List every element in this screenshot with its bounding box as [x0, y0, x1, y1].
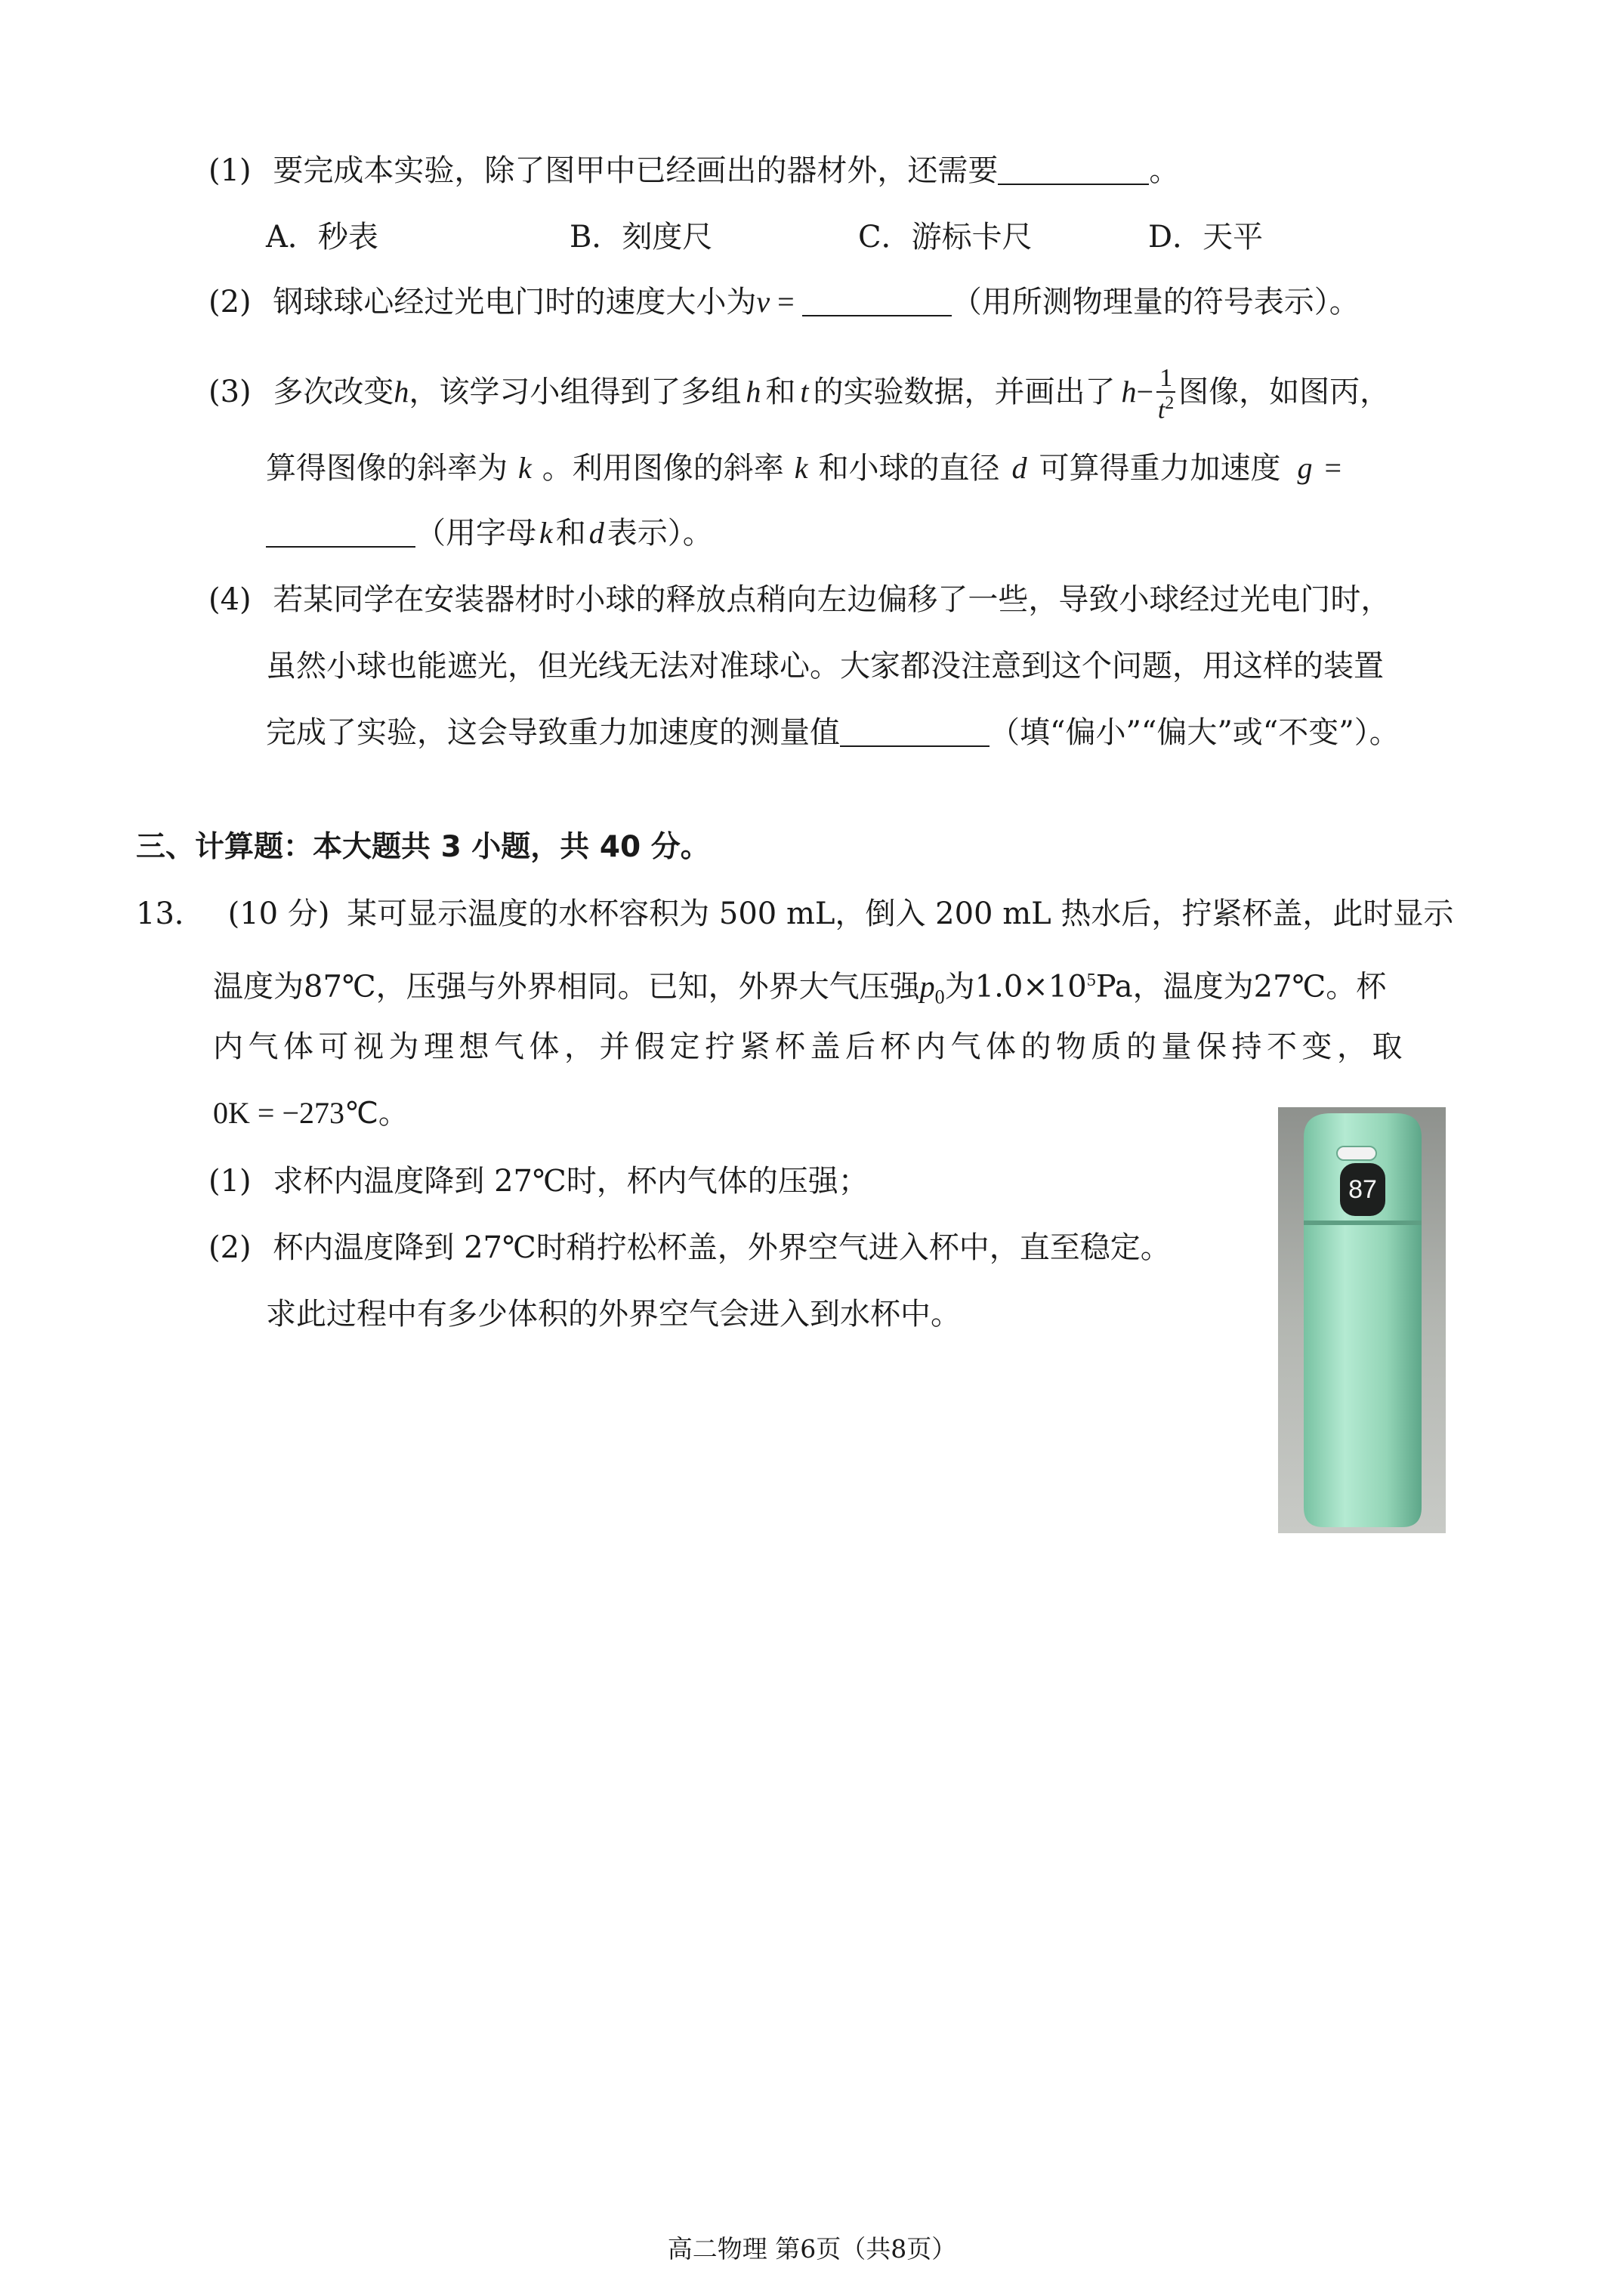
var-p-subscript: 0	[934, 986, 945, 1008]
q12-part2-blank[interactable]	[802, 286, 952, 316]
q12-part3-text-a: 多次改变	[273, 375, 394, 410]
q12-part4-line3	[266, 714, 1400, 751]
choice-a-letter: A．	[266, 220, 318, 255]
q12-part3-line1	[208, 366, 1390, 423]
q12-part3-line2-b: 。利用图像的斜率	[542, 451, 784, 486]
minus-sign: −	[1136, 375, 1154, 409]
choice-d	[1148, 219, 1263, 255]
q13-sub2-text: 杯内温度降到 27℃时稍拧松杯盖，外界空气进入杯中，直至稳定。	[273, 1230, 1171, 1265]
choice-c-text: 游标卡尺	[911, 220, 1033, 255]
choice-b-text: 刻度尺	[622, 220, 713, 255]
q13-text-line2-b: 为1.0×10	[944, 969, 1087, 1005]
temperature-display: 87	[1348, 1175, 1377, 1204]
q12-part4-blank[interactable]	[840, 717, 990, 747]
q12-part3-blank[interactable]	[266, 517, 415, 548]
q13-text-line2-c: Pa，温度为27℃。杯	[1095, 969, 1387, 1005]
var-k: k	[794, 451, 808, 485]
choice-a	[266, 219, 378, 255]
q12-part3-line2-d: 可算得重力加速度	[1039, 451, 1281, 486]
q13-sub1-number: (1)	[208, 1164, 252, 1199]
section-heading: 三、计算题：本大题共 3 小题，共 40 分。	[136, 830, 710, 864]
var-k: k	[539, 516, 553, 550]
q13-sub1	[208, 1163, 869, 1199]
choice-d-text: 天平	[1203, 220, 1264, 255]
choice-c-letter: C．	[858, 220, 912, 255]
fraction-numerator: 1	[1156, 366, 1175, 393]
equals-sign: =	[1324, 451, 1342, 485]
cup-lid-seam	[1304, 1221, 1422, 1225]
q13-line1	[136, 896, 1453, 932]
q12-part4-line3-a: 完成了实验，这会导致重力加速度的测量值	[266, 715, 840, 750]
q12-part3-text-c: 和	[765, 375, 796, 410]
exponent: 5	[1086, 971, 1096, 990]
q12-part3-line3	[266, 515, 713, 551]
choice-b-letter: B．	[570, 220, 622, 255]
q12-part2-var: v	[756, 285, 770, 319]
q12-part2-text: 钢球球心经过光电门时的速度大小为	[273, 285, 757, 319]
fraction-denominator-t: t	[1157, 396, 1166, 424]
var-g: g	[1297, 451, 1313, 485]
cup-body	[1304, 1225, 1422, 1527]
var-d: d	[588, 516, 604, 550]
q12-part2-number: (2)	[208, 285, 252, 319]
q13-text-line2-a: 温度为87℃，压强与外界相同。已知，外界大气压强	[213, 969, 920, 1005]
var-k: k	[518, 451, 532, 485]
q12-part3-line2	[266, 450, 1341, 486]
q13-sub2-line2: 求此过程中有多少体积的外界空气会进入到水杯中。	[266, 1297, 961, 1332]
q12-part4-line3-b: （填“偏小”“偏大”或“不变”）。	[990, 715, 1400, 750]
q13-score: (10 分)	[227, 897, 330, 931]
var-p: p	[919, 969, 935, 1004]
var-t: t	[800, 375, 809, 409]
q12-part3-line2-c: 和小球的直径	[818, 451, 1000, 486]
choice-a-text: 秒表	[317, 220, 378, 255]
q13-line4: 0K = −273℃。	[213, 1096, 409, 1130]
q12-part3-line2-a: 算得图像的斜率为	[266, 451, 508, 486]
q13-sub2	[208, 1230, 1171, 1266]
q13-text-line1: 某可显示温度的水杯容积为 500 mL，倒入 200 mL 热水后，拧紧杯盖，此时显示	[347, 897, 1454, 931]
q13-sub2-number: (2)	[208, 1230, 252, 1265]
q12-part3-line3-b: 和	[555, 516, 586, 551]
q13-number: 13．	[136, 897, 205, 931]
q13-line3: 内气体可视为理想气体，并假定拧紧杯盖后杯内气体的物质的量保持不变，取	[213, 1029, 1407, 1064]
fraction-one-over-t-squared	[1156, 366, 1175, 423]
q12-part3-text-b: ，该学习小组得到了多组	[409, 375, 742, 410]
page-footer: 高二物理 第6页（共8页）	[667, 2234, 957, 2264]
var-d: d	[1011, 451, 1027, 485]
fraction-denominator-exponent: 2	[1165, 393, 1175, 413]
q12-part4-number: (4)	[208, 582, 252, 617]
q12-part2-eq: =	[770, 285, 802, 319]
thermos-cup-drawing	[1278, 1107, 1446, 1533]
q12-part4-text: 若某同学在安装器材时小球的释放点稍向左边偏移了一些，导致小球经过光电门时，	[273, 582, 1391, 617]
q13-line2	[213, 962, 1386, 1015]
thermos-cup-image	[1278, 1107, 1446, 1533]
q12-part1-number: (1)	[208, 153, 252, 188]
q12-part3-text-e: 图像，如图丙，	[1178, 375, 1391, 410]
var-h: h	[746, 375, 761, 409]
choice-b	[570, 219, 712, 255]
var-h: h	[394, 375, 409, 409]
q12-part1	[208, 153, 1179, 189]
q12-part2	[208, 284, 1360, 320]
q12-part4-line1	[208, 582, 1391, 618]
q13-sub1-text: 求杯内温度降到 27℃时，杯内气体的压强；	[273, 1164, 869, 1199]
q12-part1-blank[interactable]	[998, 155, 1149, 185]
q12-part3-line3-c: 表示）。	[607, 516, 713, 551]
q12-part2-end: （用所测物理量的符号表示）。	[951, 285, 1360, 319]
choice-c	[858, 219, 1033, 255]
var-h: h	[1121, 375, 1137, 409]
choice-d-letter: D．	[1148, 220, 1203, 255]
q12-part4-line2: 虽然小球也能遮光，但光线无法对准球心。大家都没注意到这个问题，用这样的装置	[266, 649, 1384, 684]
q12-part1-end: 。	[1149, 153, 1180, 188]
q12-part3-text-d: 的实验数据，并画出了	[813, 375, 1116, 410]
q12-part3-line3-a: （用字母	[415, 516, 536, 551]
q12-part3-number: (3)	[208, 375, 252, 410]
lid-button	[1337, 1146, 1376, 1160]
q12-part1-text: 要完成本实验，除了图甲中已经画出的器材外，还需要	[273, 153, 999, 188]
